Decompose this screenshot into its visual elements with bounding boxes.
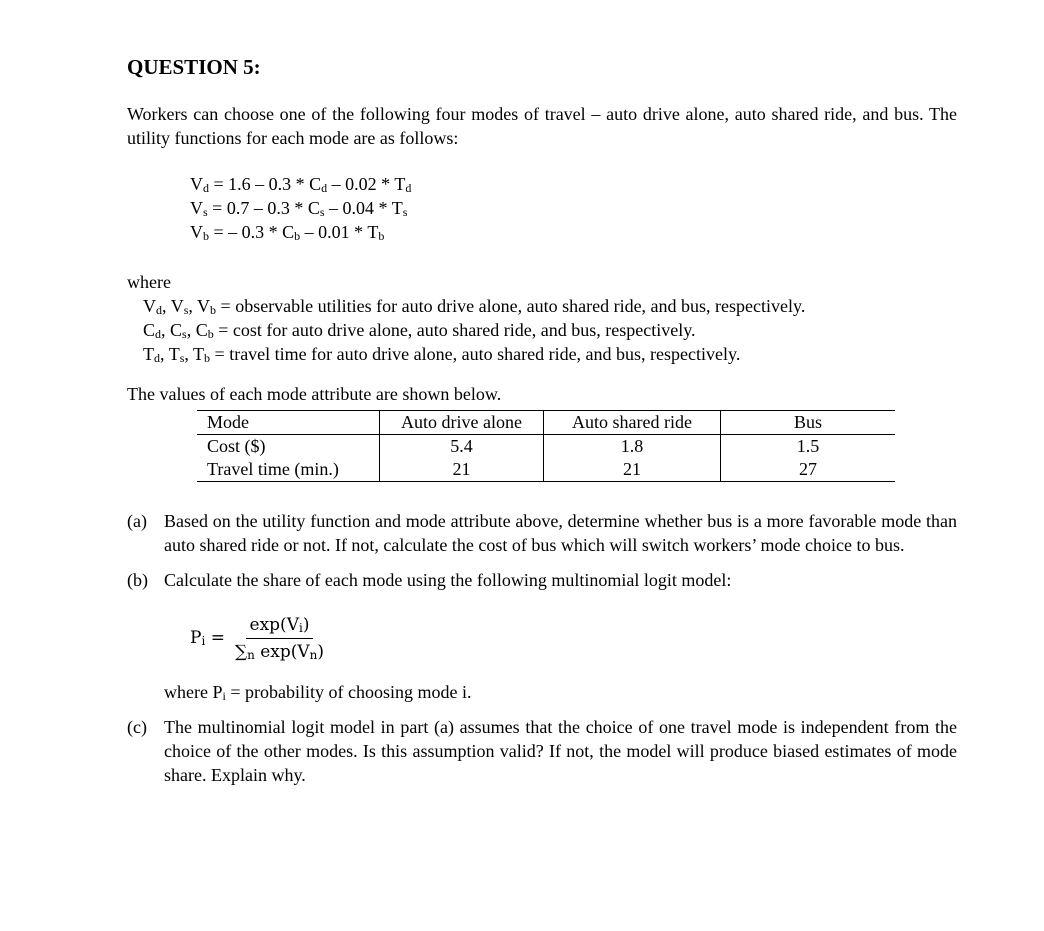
probability-definition: where $P_i$ = probability of choosing mode i. (164, 682, 472, 703)
values-intro: The values of each mode attribute are shown below. (127, 384, 502, 404)
formula-fraction (231, 614, 328, 663)
table-row (197, 458, 895, 482)
part-b-label: (b) (127, 570, 148, 590)
part-a (127, 509, 957, 557)
table-cell: 21 (544, 458, 721, 482)
part-c-text: The multinomial logit model in part (a) assumes that the choice of one travel mode is independent from the choice of the other modes. Is this assumption valid? If not, the model will produce biased estimates of mode share. Explain why. (164, 717, 957, 785)
table-cell: Travel time (min.) (197, 458, 380, 482)
formula-denominator: $\sum_n$ $\exp(V_n)$ (234, 641, 325, 662)
table-header-row (197, 411, 895, 435)
table-cell: 5.4 (380, 435, 544, 459)
formula-numerator: $\exp(V_i)$ (246, 614, 314, 639)
question-page (127, 52, 957, 798)
question-parts (127, 509, 957, 787)
part-b-text: Calculate the share of each mode using the following multinomial logit model: (164, 570, 732, 590)
part-c-label: (c) (127, 717, 147, 737)
equation-drive-alone: $V_d = 1.6 - 0.3 * C_d - 0.02 * T_d$ (190, 174, 412, 195)
definition-costs: $C_d$, $C_s$, $C_b = \cos t$ for auto drive alone, auto shared ride, and bus, respectively. (143, 320, 696, 341)
table-header-cell: Mode (197, 411, 380, 435)
where-label: where (127, 272, 171, 292)
table-header-cell: Bus (721, 411, 896, 435)
question-title: QUESTION 5: (127, 55, 261, 79)
table-cell: Cost ($) (207, 436, 266, 456)
equation-shared-ride: $V_s = 0.7 - 0.3 * C_s - 0.04 * T_s$ (190, 198, 408, 219)
table-header-cell: Auto drive alone (380, 411, 544, 435)
mode-attribute-table (197, 410, 895, 482)
logit-formula (190, 608, 957, 668)
intro-paragraph: Workers can choose one of the following four modes of travel – auto drive alone, auto shared ride, and bus. The utility functions for each mode are as follows: (127, 104, 957, 148)
utility-equations (190, 172, 957, 244)
definition-utilities: $V_d$, $V_s$, $V_b$ = observable utilities for auto drive alone, auto shared ride, and bus, respectively. (143, 296, 806, 317)
formula-lhs: $P_i$ = (190, 628, 225, 648)
table-row (197, 435, 895, 459)
equation-bus: $V_b$ = – $0.3 * C_b - 0.01 * T_b$ (190, 222, 385, 243)
part-a-text: Based on the utility function and mode attribute above, determine whether bus is a more favorable mode than auto shared ride or not. If not, calculate the cost of bus which will switch workers’ mode choice to bus. (164, 511, 957, 555)
definitions-list (143, 294, 957, 366)
definition-times: $T_d$, $T_s$, $T_b$ = travel time for auto drive alone, auto shared ride, and bus, respectively. (143, 344, 741, 365)
table-cell: 21 (380, 458, 544, 482)
part-a-label: (a) (127, 511, 147, 531)
table-cell: 1.5 (721, 435, 896, 459)
part-b (127, 568, 957, 704)
table-cell: 1.8 (544, 435, 721, 459)
table-header-cell: Auto shared ride (544, 411, 721, 435)
part-c (127, 715, 957, 787)
part-b-body (164, 568, 957, 704)
table-cell: 27 (721, 458, 896, 482)
